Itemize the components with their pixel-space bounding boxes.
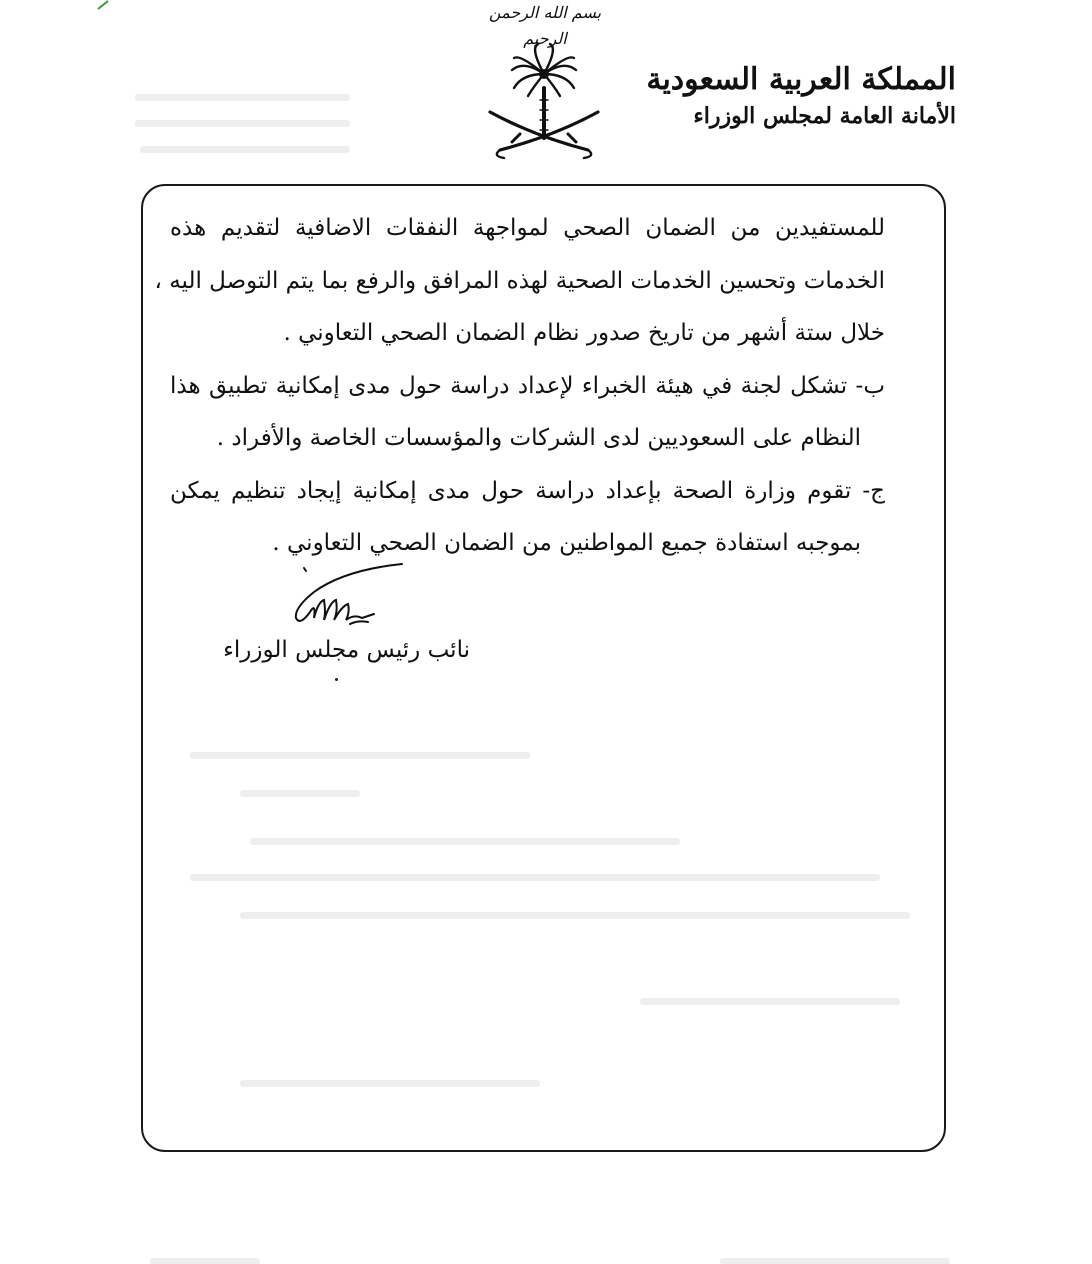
letterhead: [646, 60, 956, 132]
clause-b-line: ب- تشكل لجنة في هيئة الخبراء لإعداد دراسة حول مدى إمكانية تطبيق هذا: [170, 372, 885, 399]
bleed-through-mark: [150, 1258, 260, 1264]
ink-dot: [335, 678, 338, 681]
clause-b-line: النظام على السعوديين لدى الشركات والمؤسسات الخاصة والأفراد .: [216, 425, 861, 451]
bleed-through-mark: [720, 1258, 950, 1264]
basmala: بسم الله الرحمن الرحيم: [488, 3, 602, 48]
clause-c-line: ج- تقوم وزارة الصحة بإعداد دراسة حول مدى إمكانية إيجاد تنظيم يمكن: [170, 477, 885, 504]
letter-body: [154, 202, 885, 570]
letterhead-office: الأمانة العامة لمجلس الوزراء: [693, 103, 956, 129]
bleed-through-mark: [135, 120, 350, 127]
saudi-emblem-icon: [484, 40, 604, 162]
corner-mark-icon: [0, 0, 120, 12]
signature-icon: [284, 562, 404, 640]
body-line: الخدمات وتحسين الخدمات الصحية لهذه المرافق والرفع بما يتم التوصل اليه ،: [154, 267, 885, 294]
signer-title: نائب رئيس مجلس الوزراء: [223, 637, 470, 663]
body-line: للمستفيدين من الضمان الصحي لمواجهة النفقات الاضافية لتقديم هذه: [170, 215, 885, 241]
bleed-through-mark: [135, 94, 350, 101]
clause-c-line: بموجبه استفادة جميع المواطنين من الضمان الصحي التعاوني .: [272, 530, 861, 556]
bleed-through-mark: [140, 146, 350, 153]
body-line: خلال ستة أشهر من تاريخ صدور نظام الضمان الصحي التعاوني .: [283, 320, 885, 346]
letterhead-country: المملكة العربية السعودية: [646, 62, 956, 97]
